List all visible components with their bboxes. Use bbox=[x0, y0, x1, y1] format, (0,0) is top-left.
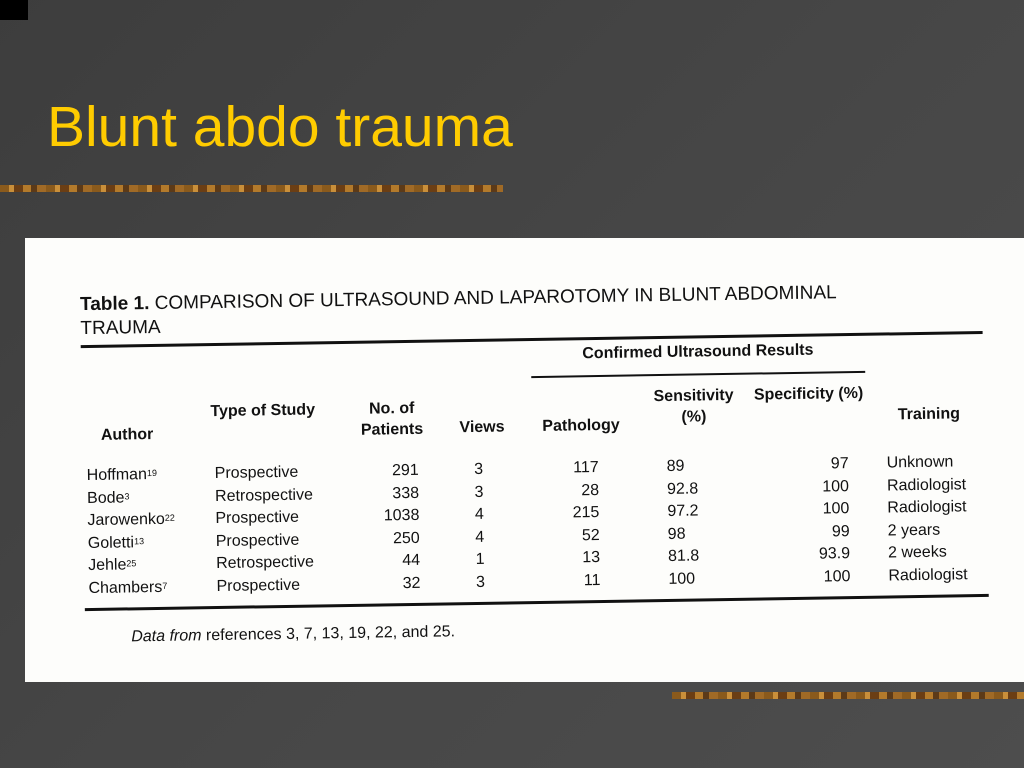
cell-specificity: 99 bbox=[831, 522, 850, 540]
slide-title: Blunt abdo trauma bbox=[47, 95, 513, 159]
cell-sensitivity: 98 bbox=[667, 525, 686, 543]
cell-type: Prospective bbox=[214, 463, 299, 483]
cell-views: 4 bbox=[474, 505, 484, 523]
reference-number: 25 bbox=[126, 558, 137, 569]
cell-specificity: 100 bbox=[823, 567, 851, 585]
cell-patients: 1038 bbox=[383, 506, 420, 525]
column-header-author: Author bbox=[100, 426, 154, 444]
cell-author bbox=[88, 576, 208, 600]
column-header-specificity: Specificity (%) bbox=[753, 384, 864, 404]
cell-sensitivity: 89 bbox=[666, 457, 685, 475]
table-footnote bbox=[131, 623, 455, 646]
cell-patients: 44 bbox=[402, 551, 421, 570]
cell-pathology: 215 bbox=[572, 504, 600, 522]
cell-training: Radiologist bbox=[888, 565, 968, 584]
group-header-rule bbox=[531, 371, 865, 378]
cell-training: Radiologist bbox=[886, 475, 967, 494]
cell-type: Retrospective bbox=[214, 486, 314, 505]
reference-number: 22 bbox=[164, 512, 175, 523]
cell-type: Prospective bbox=[215, 508, 300, 528]
scanned-table-image bbox=[25, 238, 1024, 682]
cell-author bbox=[87, 486, 207, 510]
cell-training: Unknown bbox=[886, 453, 954, 472]
corner-mark bbox=[0, 0, 28, 20]
cell-pathology: 11 bbox=[583, 571, 601, 589]
column-header-sensitivity: Sensitivity (%) bbox=[653, 386, 734, 426]
footnote-italic: Data from bbox=[131, 627, 202, 646]
cell-patients: 250 bbox=[392, 529, 420, 547]
cell-views: 3 bbox=[474, 483, 484, 501]
author-name: Jarowenko bbox=[87, 510, 165, 530]
cell-author bbox=[87, 463, 207, 487]
cell-views: 3 bbox=[475, 573, 486, 591]
cell-specificity: 93.9 bbox=[818, 545, 851, 563]
author-name: Hoffman bbox=[86, 466, 148, 485]
cell-training: 2 years bbox=[887, 521, 941, 539]
cell-sensitivity: 92.8 bbox=[666, 479, 699, 498]
cell-specificity: 97 bbox=[830, 455, 849, 473]
column-header-type: Type of Study bbox=[210, 401, 316, 421]
cell-pathology: 28 bbox=[581, 481, 600, 499]
cell-pathology: 52 bbox=[581, 526, 600, 544]
column-header-pathology: Pathology bbox=[542, 416, 620, 435]
cell-sensitivity: 100 bbox=[668, 570, 696, 588]
cell-specificity: 100 bbox=[822, 477, 850, 496]
footnote-text: references 3, 7, 13, 19, 22, and 25. bbox=[205, 623, 456, 645]
cell-type: Retrospective bbox=[216, 553, 315, 573]
column-header-training: Training bbox=[897, 405, 961, 424]
cell-views: 4 bbox=[475, 528, 485, 546]
cell-pathology: 117 bbox=[573, 459, 599, 477]
cell-patients: 291 bbox=[391, 461, 419, 480]
table-caption: COMPARISON OF ULTRASOUND AND LAPAROTOMY IN BLUNT ABDOMINAL TRAUMA bbox=[80, 282, 837, 340]
reference-number: 3 bbox=[124, 490, 130, 501]
author-name: Goletti bbox=[87, 533, 135, 552]
table-title bbox=[80, 281, 881, 342]
reference-number: 13 bbox=[133, 535, 145, 546]
cell-type: Prospective bbox=[215, 531, 300, 550]
table-label: Table 1. bbox=[79, 293, 150, 316]
cell-author bbox=[88, 553, 208, 577]
reference-number: 7 bbox=[162, 580, 168, 591]
cell-author bbox=[88, 531, 208, 555]
column-header-views: Views bbox=[459, 418, 505, 437]
cell-pathology: 13 bbox=[582, 549, 601, 567]
reference-number: 19 bbox=[146, 467, 157, 479]
table-page bbox=[25, 238, 1024, 682]
cell-views: 3 bbox=[474, 460, 484, 478]
group-header: Confirmed Ultrasound Results bbox=[582, 341, 814, 363]
cell-specificity: 100 bbox=[822, 500, 850, 518]
decorative-bar-top bbox=[0, 185, 503, 192]
cell-sensitivity: 81.8 bbox=[667, 547, 700, 565]
decorative-bar-bottom bbox=[672, 692, 1024, 699]
cell-views: 1 bbox=[475, 550, 485, 568]
cell-training: 2 weeks bbox=[887, 543, 947, 562]
author-name: Jehle bbox=[88, 556, 127, 575]
cell-patients: 338 bbox=[392, 484, 420, 502]
cell-type: Prospective bbox=[216, 576, 301, 595]
author-name: Bode bbox=[86, 488, 125, 507]
cell-author bbox=[87, 508, 207, 532]
column-header-patients: No. of Patients bbox=[360, 399, 424, 439]
author-name: Chambers bbox=[88, 578, 163, 597]
cell-sensitivity: 97.2 bbox=[667, 502, 699, 520]
cell-training: Radiologist bbox=[887, 498, 967, 517]
cell-patients: 32 bbox=[402, 574, 421, 592]
